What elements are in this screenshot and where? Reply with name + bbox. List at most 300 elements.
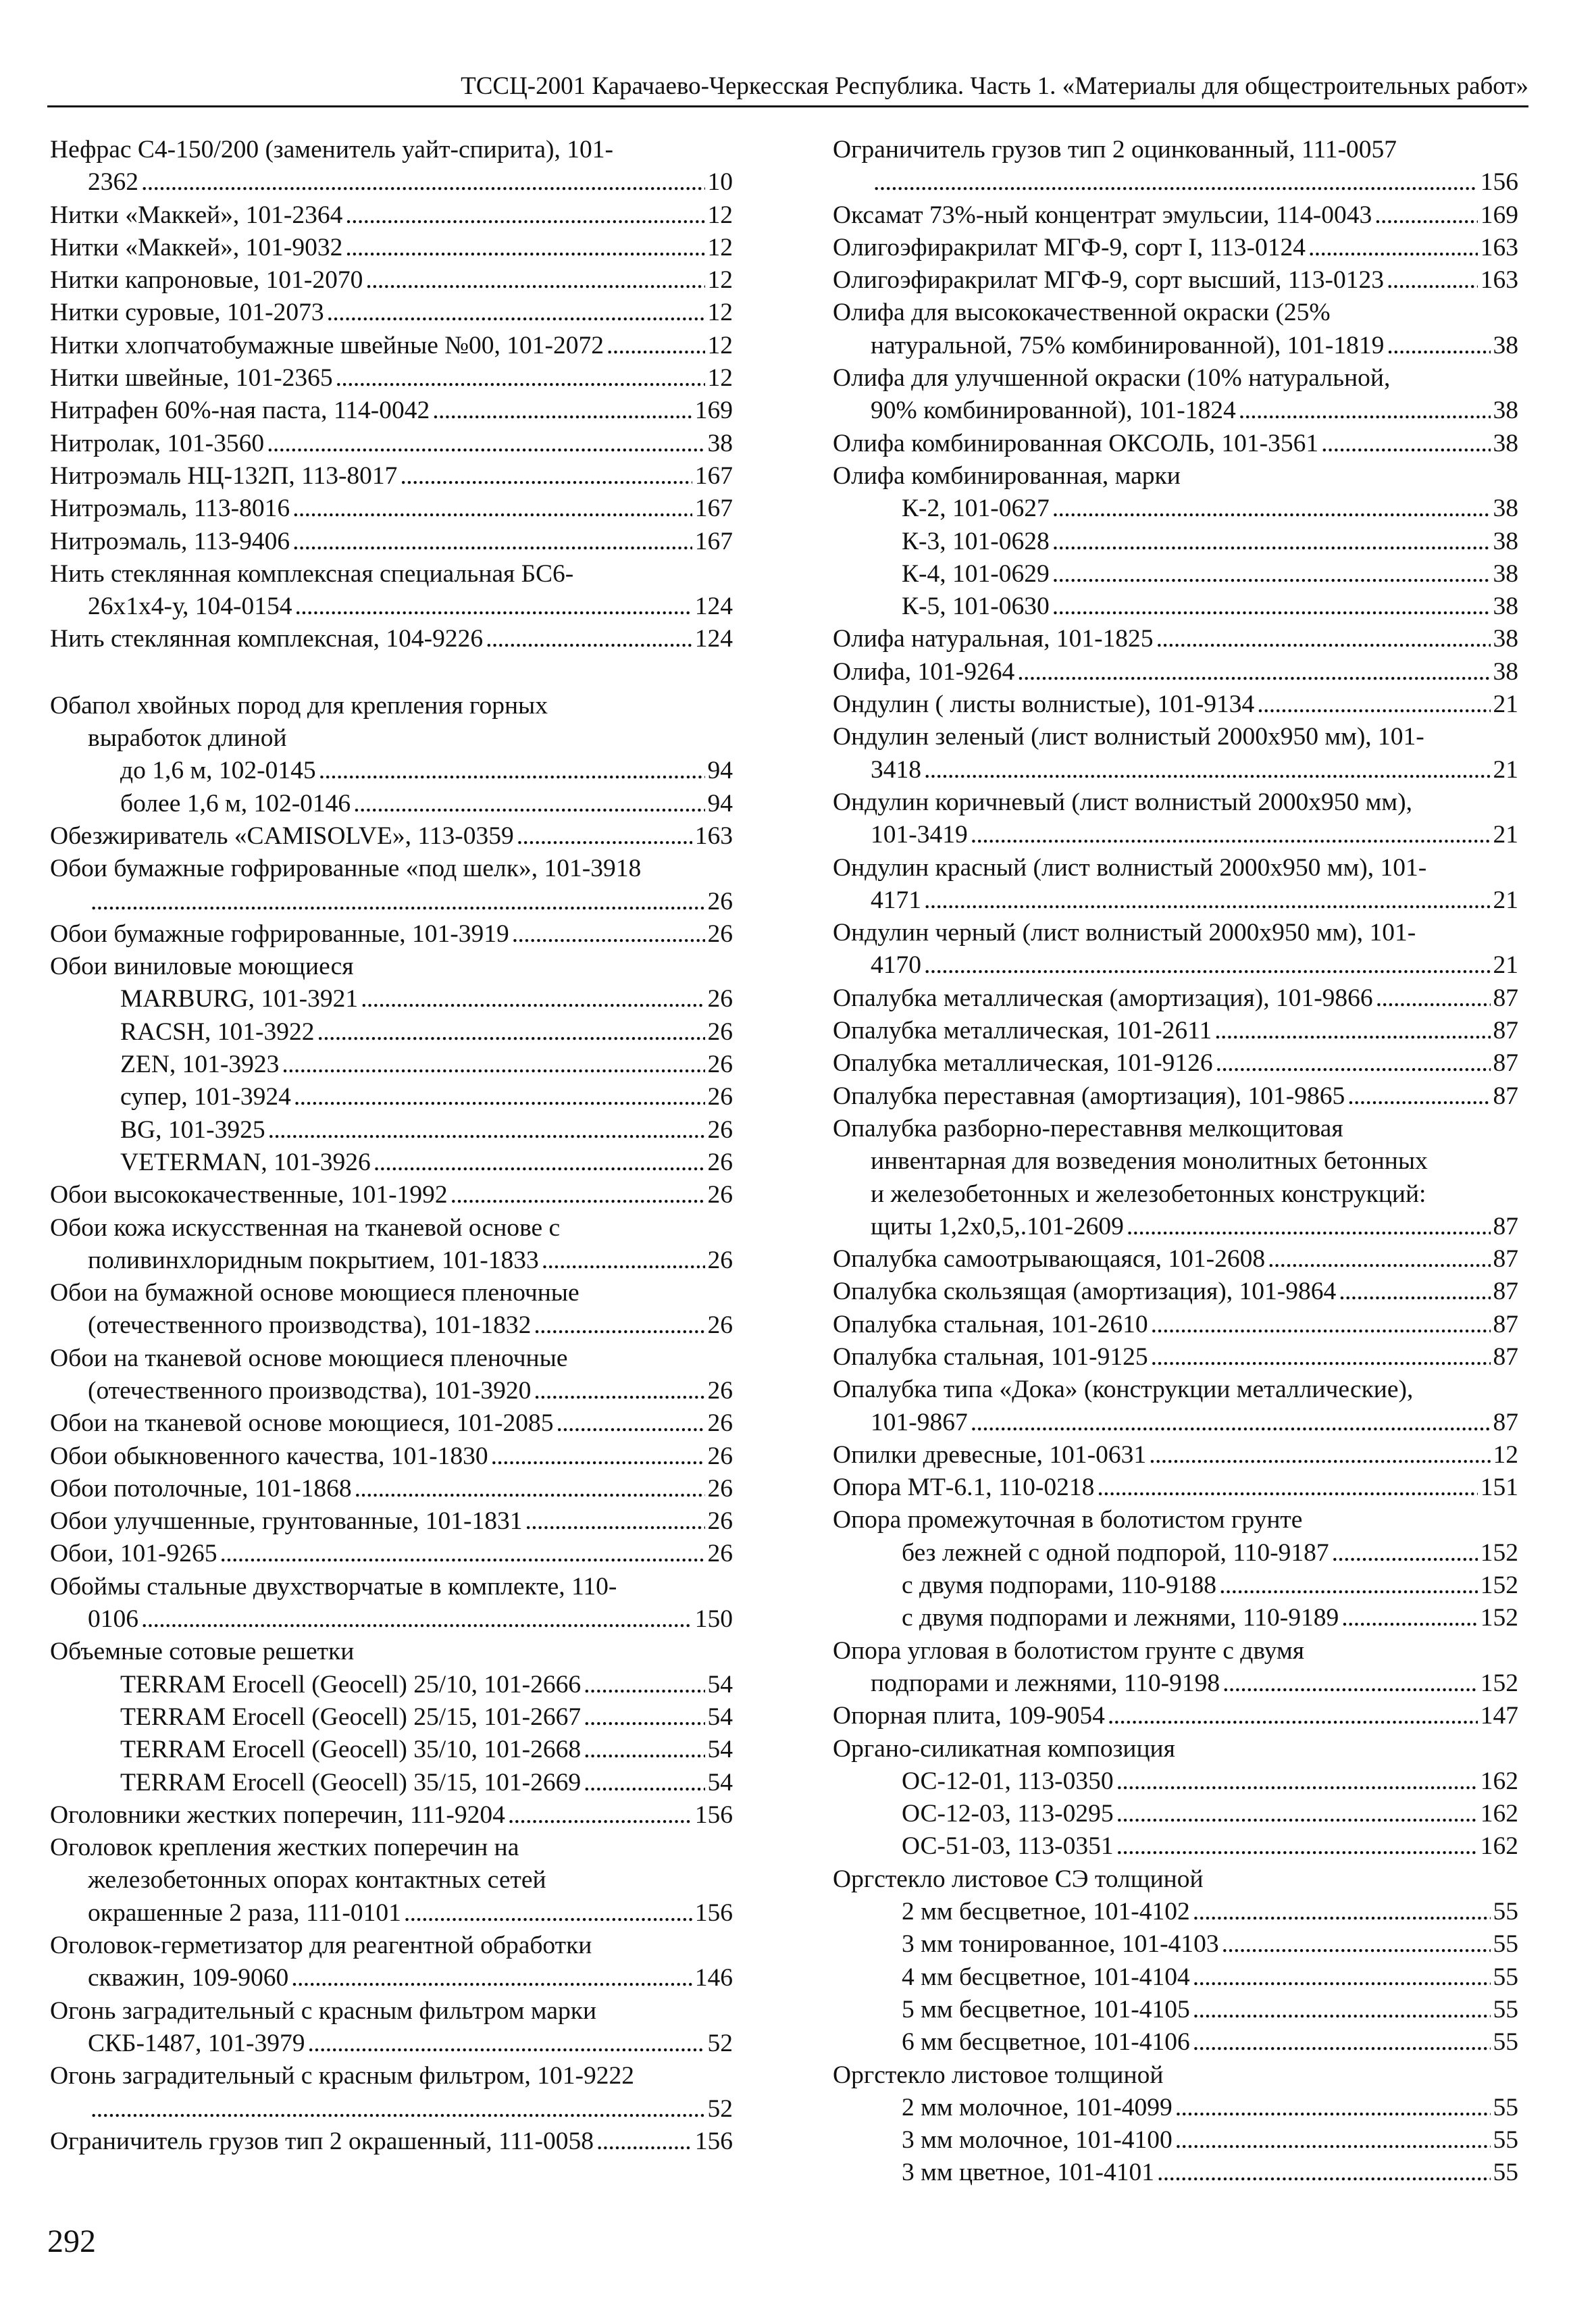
dot-leader: [319, 755, 705, 787]
dot-leader: [534, 1375, 704, 1407]
entry-line: [833, 232, 1518, 264]
index-entry: [833, 786, 1518, 852]
dot-leader: [1193, 1896, 1491, 1928]
index-entry: [50, 853, 733, 918]
index-entry: [833, 1439, 1518, 1472]
entry-text: Нить стеклянная комплексная специальная БС6-: [50, 559, 574, 588]
entry-line: [833, 1961, 1518, 1994]
index-entry: [50, 1799, 733, 1832]
dot-leader: [1175, 2092, 1491, 2124]
index-entry: [50, 1473, 733, 1505]
entry-page-number: 26: [707, 920, 733, 948]
dot-leader: [361, 983, 704, 1015]
entry-text: Обои обыкновенного качества, 101-1830: [50, 1442, 488, 1470]
index-heading: Объемные сотовые решетки: [50, 1638, 355, 1666]
entry-line: [50, 1147, 733, 1179]
index-entry: [833, 1341, 1518, 1374]
entry-page-number: 12: [707, 364, 733, 393]
entry-page-number: 26: [707, 1442, 733, 1470]
dot-leader: [268, 1114, 705, 1147]
entry-text: TERRAM Erocell (Geocell) 25/10, 101-2666: [120, 1670, 582, 1699]
entry-page-number: 26: [707, 1246, 733, 1274]
entry-line: [833, 1569, 1518, 1602]
dot-leader: [317, 1016, 705, 1049]
entry-page-number: 52: [707, 2029, 733, 2057]
index-entry: [833, 232, 1518, 264]
index-entry: [833, 623, 1518, 655]
dot-leader: [353, 788, 704, 820]
entry-page-number: 163: [694, 822, 733, 850]
entry-line: [833, 1472, 1518, 1504]
dot-leader: [365, 264, 704, 297]
dot-leader: [1376, 982, 1491, 1015]
entry-text: К-5, 101-0630: [902, 593, 1050, 621]
dot-leader: [291, 1962, 692, 1994]
entry-line: [833, 656, 1518, 688]
entry-page-number: 163: [1480, 233, 1518, 261]
entry-line: [50, 264, 733, 297]
entry-text: 0106: [88, 1605, 138, 1634]
entry-text: TERRAM Erocell (Geocell) 25/15, 101-2667: [120, 1703, 582, 1731]
entry-line: [833, 1994, 1518, 2026]
index-entry: [833, 1374, 1518, 1439]
entry-page-number: 163: [1480, 266, 1518, 295]
dot-leader: [1308, 232, 1478, 264]
entry-text: Обои бумажные гофрированные «под шелк», 101-3918: [50, 855, 642, 883]
entry-page-number: 38: [1493, 429, 1518, 457]
entry-line: [833, 1896, 1518, 1928]
dot-leader: [91, 2093, 705, 2126]
entry-line: [50, 918, 733, 951]
entry-page-number: 26: [707, 1051, 733, 1079]
dot-leader: [294, 1081, 705, 1113]
dot-leader: [91, 886, 705, 918]
entry-page-number: 152: [1480, 1571, 1518, 1600]
index-entry: [50, 1930, 733, 1995]
entry-text: К-3, 101-0628: [902, 527, 1050, 555]
entry-line: [50, 330, 733, 362]
dot-leader: [1239, 395, 1491, 427]
entry-page-number: 156: [694, 1801, 733, 1829]
entry-page-number: 55: [1493, 1898, 1518, 1926]
entry-page-number: 38: [1493, 593, 1518, 621]
entry-text: MARBURG, 101-3921: [120, 985, 359, 1013]
entry-text: ZEN, 101-3923: [120, 1051, 280, 1079]
entry-text: Обои на бумажной основе моющиеся пленочные: [50, 1279, 580, 1307]
entry-page-number: 151: [1480, 1474, 1518, 1502]
entry-page-number: 152: [1480, 1538, 1518, 1567]
index-entry: [50, 1767, 733, 1799]
entry-text: Нитроэмаль, 113-8016: [50, 495, 290, 523]
entry-line: [50, 1179, 733, 1211]
entry-page-number: 87: [1493, 1245, 1518, 1274]
entry-line: [833, 590, 1518, 623]
entry-line: [50, 2126, 733, 2158]
entry-text: Ондулин зеленый (лист волнистый 2000х950 мм), 101-: [833, 723, 1424, 751]
dot-leader: [1374, 199, 1478, 232]
entry-page-number: 94: [707, 789, 733, 818]
entry-line: [50, 1669, 733, 1701]
index-entry: [833, 721, 1518, 786]
index-entry: [833, 1537, 1518, 1569]
entry-text: Олифа, 101-9264: [833, 657, 1015, 686]
index-entry: [833, 1472, 1518, 1504]
entry-line: [833, 395, 1518, 427]
entry-text: Ограничитель грузов тип 2 окрашенный, 111-0058: [50, 2127, 594, 2155]
entry-line: [50, 623, 733, 655]
entry-text: Обои на тканевой основе моющиеся, 101-2085: [50, 1409, 554, 1438]
entry-text: Опилки древесные, 101-0631: [833, 1440, 1147, 1469]
entry-page-number: 38: [707, 429, 733, 457]
index-entry: [833, 493, 1518, 525]
dot-leader: [1116, 1798, 1478, 1830]
entry-text: Опора МТ-6.1, 110-0218: [833, 1474, 1095, 1502]
entry-page-number: 124: [694, 625, 733, 653]
running-header: ТССЦ-2001 Карачаево-Черкесская Республика. Часть 1. «Материалы для общестроительных работ»: [47, 70, 1528, 107]
entry-line: [833, 754, 1518, 786]
entry-line: [50, 1049, 733, 1081]
dot-leader: [1108, 1700, 1478, 1732]
dot-leader: [141, 1603, 692, 1636]
index-entry: [833, 917, 1518, 982]
entry-line: [833, 819, 1518, 851]
entry-text: Обоймы стальные двухстворчатые в комплекте, 110-: [50, 1572, 617, 1601]
entry-line: [50, 493, 733, 525]
dot-leader: [1321, 428, 1490, 460]
entry-text: Обои кожа искусственная на тканевой основе с: [50, 1213, 561, 1242]
dot-leader: [345, 199, 704, 232]
entry-text: 4 мм бесцветное, 101-4104: [902, 1963, 1190, 1991]
entry-line: [833, 1830, 1518, 1863]
entry-text: с двумя подпорами, 110-9188: [902, 1571, 1217, 1600]
index-entry: [833, 1602, 1518, 1634]
entry-line: [833, 558, 1518, 590]
index-entry: [50, 1081, 733, 1113]
dot-leader: [1149, 1439, 1490, 1472]
dot-leader: [1222, 1667, 1478, 1700]
entry-line: [50, 1440, 733, 1473]
entry-text: Ограничитель грузов тип 2 оцинкованный, 111-0057: [833, 136, 1397, 164]
entry-line: [833, 623, 1518, 655]
entry-page-number: 26: [707, 1311, 733, 1340]
entry-line: [50, 1734, 733, 1766]
entry-page-number: 54: [707, 1768, 733, 1796]
dot-leader: [141, 166, 705, 199]
entry-line: [50, 1538, 733, 1570]
entry-text: СКБ-1487, 101-3979: [88, 2029, 305, 2057]
entry-page-number: 169: [694, 397, 733, 425]
entry-text: Огонь заградительный с красным фильтром, 101-9222: [50, 2062, 635, 2090]
entry-text: поливинхлоридным покрытием, 101-1833: [88, 1246, 539, 1274]
entry-text: окрашенные 2 раза, 111-0101: [88, 1898, 401, 1927]
entry-page-number: 21: [1493, 886, 1518, 914]
entry-page-number: 38: [1493, 527, 1518, 555]
entry-line: [50, 1244, 733, 1277]
index-entry: [833, 1765, 1518, 1798]
index-heading: Олифа комбинированная, марки: [833, 461, 1181, 490]
entry-page-number: 55: [1493, 2159, 1518, 2187]
entry-page-number: 12: [707, 233, 733, 261]
dot-leader: [1332, 1537, 1478, 1569]
dot-leader: [292, 526, 692, 558]
index-entry: [833, 2124, 1518, 2157]
section-gap: [50, 656, 733, 690]
entry-text: Обезжириватель «CAMISOLVE», 113-0359: [50, 822, 514, 850]
entry-page-number: 12: [707, 299, 733, 327]
index-entry: [833, 1047, 1518, 1080]
entry-text: Ондулин красный (лист волнистый 2000х950 мм), 101-: [833, 853, 1427, 882]
entry-page-number: 54: [707, 1736, 733, 1764]
dot-leader: [971, 1407, 1491, 1439]
index-entry: [833, 297, 1518, 362]
dot-leader: [525, 1505, 704, 1538]
dot-leader: [292, 493, 692, 525]
index-entry: [50, 526, 733, 558]
entry-page-number: 146: [694, 1964, 733, 1992]
entry-line: [833, 2092, 1518, 2124]
index-entry: [833, 1276, 1518, 1308]
index-entry: [50, 1734, 733, 1766]
entry-text: Оголовок крепления жестких поперечин на: [50, 1834, 519, 1862]
entry-page-number: 152: [1480, 1669, 1518, 1697]
entry-page-number: 38: [1493, 331, 1518, 359]
entry-text: Опалубка типа «Дока» (конструкции металлические),: [833, 1376, 1414, 1404]
dot-leader: [432, 395, 692, 427]
dot-leader: [542, 1244, 705, 1277]
index-heading: Оргстекло листовое СЭ толщиной: [833, 1865, 1204, 1893]
index-entry: [833, 852, 1518, 917]
entry-line: [833, 1765, 1518, 1798]
entry-page-number: 26: [707, 1115, 733, 1144]
index-entry: [833, 1635, 1518, 1701]
entry-text: Опалубка стальная, 101-9125: [833, 1342, 1148, 1371]
entry-text: Опалубка переставная (амортизация), 101-9865: [833, 1082, 1345, 1110]
dot-leader: [1193, 2026, 1491, 2059]
entry-text: К-2, 101-0627: [902, 495, 1050, 523]
entry-page-number: 38: [1493, 559, 1518, 588]
entry-page-number: 147: [1480, 1702, 1518, 1730]
index-entry: [833, 1994, 1518, 2026]
index-entry: [833, 1798, 1518, 1830]
entry-text: Нитрафен 60%-ная паста, 114-0042: [50, 397, 430, 425]
entry-text: Нитки хлопчатобумажные швейные №00, 101-2072: [50, 331, 604, 359]
entry-text: Олифа комбинированная ОКСОЛЬ, 101-3561: [833, 429, 1319, 457]
entry-text: подпорами и лежнями, 110-9198: [871, 1669, 1220, 1697]
entry-text: ОС-51-03, 113-0351: [902, 1832, 1114, 1861]
entry-page-number: 167: [694, 461, 733, 490]
entry-text: 2 мм бесцветное, 101-4102: [902, 1898, 1190, 1926]
entry-text: Опалубка разборно-переставнвя мелкощитовая: [833, 1114, 1343, 1142]
index-entry: [833, 1243, 1518, 1276]
index-entry: [833, 2092, 1518, 2124]
dot-leader: [971, 819, 1491, 851]
entry-text: Опорная плита, 109-9054: [833, 1702, 1105, 1730]
index-entry: [833, 1309, 1518, 1341]
entry-page-number: 162: [1480, 1832, 1518, 1861]
dot-leader: [374, 1147, 705, 1179]
dot-leader: [1156, 623, 1491, 655]
dot-leader: [282, 1049, 704, 1081]
entry-page-number: 38: [1493, 657, 1518, 686]
dot-leader: [1222, 1928, 1491, 1961]
index-heading: Органо-силикатная композиция: [833, 1734, 1175, 1763]
entry-text: Оксамат 73%-ный концентрат эмульсии, 114-0043: [833, 201, 1372, 229]
entry-line: [50, 1505, 733, 1538]
entry-text: Опалубка скользящая (амортизация), 101-9864: [833, 1278, 1337, 1306]
entry-line: [833, 1211, 1518, 1243]
entry-line: [833, 1602, 1518, 1634]
entry-page-number: 26: [707, 1181, 733, 1209]
index-entry: [833, 1896, 1518, 1928]
dot-leader: [607, 330, 704, 362]
index-entry: [50, 460, 733, 493]
entry-text: Опора угловая в болотистом грунте с двумя: [833, 1636, 1304, 1665]
entry-text: 2 мм молочное, 101-4099: [902, 2093, 1173, 2121]
dot-leader: [486, 623, 692, 655]
entry-page-number: 124: [694, 593, 733, 621]
entry-line: [833, 688, 1518, 721]
entry-page-number: 54: [707, 1703, 733, 1731]
dot-leader: [355, 1473, 705, 1505]
index-entry: [833, 2157, 1518, 2189]
entry-text: Нить стеклянная комплексная, 104-9226: [50, 625, 484, 653]
entry-text: без лежней с одной подпорой, 110-9187: [902, 1538, 1329, 1567]
entry-line: [50, 232, 733, 264]
entry-line: [50, 820, 733, 853]
entry-text: 6 мм бесцветное, 101-4106: [902, 2028, 1190, 2057]
entry-page-number: 55: [1493, 2126, 1518, 2155]
index-heading: Оргстекло листовое толщиной: [833, 2061, 1164, 2089]
entry-line: [50, 166, 733, 199]
entry-text: Нефрас С4-150/200 (заменитель уайт-спирита), 101-: [50, 136, 614, 164]
entry-line: [833, 949, 1518, 982]
entry-text: Нитроэмаль, 113-9406: [50, 527, 290, 555]
entry-text: Опалубка металлическая, 101-9126: [833, 1049, 1213, 1078]
entry-page-number: 38: [1493, 397, 1518, 425]
entry-page-number: 55: [1493, 1963, 1518, 1991]
entry-page-number: 87: [1493, 1408, 1518, 1436]
index-entry: [50, 1832, 733, 1930]
dot-leader: [596, 2126, 692, 2158]
dot-leader: [1052, 493, 1491, 525]
entry-page-number: 55: [1493, 2028, 1518, 2057]
entry-page-number: 21: [1493, 690, 1518, 719]
index-entry: [833, 1015, 1518, 1047]
entry-text: Олигоэфиракрилат МГФ-9, сорт высший, 113-0123: [833, 266, 1385, 295]
entry-page-number: 94: [707, 757, 733, 785]
entry-text: Обои бумажные гофрированные, 101-3919: [50, 920, 509, 948]
entry-text: К-4, 101-0629: [902, 559, 1050, 588]
entry-line: [833, 1667, 1518, 1700]
entry-text: (отечественного производства), 101-3920: [88, 1376, 532, 1405]
entry-text: Нитроэмаль НЦ-132П, 113-8017: [50, 461, 398, 490]
dot-leader: [534, 1309, 704, 1342]
index-entry: [50, 1147, 733, 1179]
index-entry: [50, 1049, 733, 1081]
entry-page-number: 26: [707, 1148, 733, 1176]
entry-page-number: 38: [1493, 625, 1518, 653]
entry-line: [833, 2157, 1518, 2189]
index-entry: [833, 526, 1518, 558]
entry-text: Олифа для улучшенной окраски (10% натуральной,: [833, 364, 1391, 393]
dot-leader: [1216, 1047, 1491, 1080]
entry-text: (отечественного производства), 101-1832: [88, 1311, 532, 1340]
index-entry: [833, 1700, 1518, 1732]
dot-leader: [308, 2028, 705, 2060]
index-column-right: [833, 134, 1518, 2190]
entry-line: [833, 428, 1518, 460]
entry-page-number: 55: [1493, 1995, 1518, 2023]
index-heading: Обои виниловые моющиеся: [50, 953, 354, 981]
entry-text: Олигоэфиракрилат МГФ-9, сорт I, 113-0124: [833, 233, 1306, 261]
entry-text: 26х1х4-у, 104-0154: [88, 593, 292, 621]
entry-page-number: 152: [1480, 1604, 1518, 1632]
dot-leader: [924, 949, 1491, 982]
entry-text: ОС-12-03, 113-0295: [902, 1800, 1114, 1828]
entry-text: Нитки «Маккей», 101-2364: [50, 201, 343, 229]
entry-page-number: 26: [707, 985, 733, 1013]
entry-line: [833, 493, 1518, 525]
entry-line: [833, 264, 1518, 297]
index-entry: [50, 1701, 733, 1734]
entry-text: 4171: [871, 886, 921, 914]
entry-line: [50, 297, 733, 329]
dot-leader: [404, 1897, 692, 1930]
entry-text: с двумя подпорами и лежнями, 110-9189: [902, 1604, 1339, 1632]
entry-page-number: 26: [707, 887, 733, 915]
entry-text: Опалубка металлическая, 101-2611: [833, 1017, 1212, 1045]
entry-line: [50, 1473, 733, 1505]
index-entry: [833, 982, 1518, 1015]
index-entry: [50, 1277, 733, 1342]
dot-leader: [508, 1799, 692, 1832]
index-entry: [50, 428, 733, 460]
entry-line: [833, 1341, 1518, 1374]
entry-text: TERRAM Erocell (Geocell) 35/15, 101-2669: [120, 1768, 582, 1796]
entry-line: [833, 1928, 1518, 1961]
index-entry: [50, 362, 733, 395]
index-entry: [50, 1407, 733, 1440]
entry-line: [833, 1080, 1518, 1113]
dot-leader: [584, 1701, 704, 1734]
entry-line: [833, 1439, 1518, 1472]
index-entry: [50, 755, 733, 787]
entry-line: [50, 983, 733, 1015]
entry-text: Обои улучшенные, грунтованные, 101-1831: [50, 1507, 523, 1536]
entry-page-number: 21: [1493, 951, 1518, 980]
entry-text: более 1,6 м, 102-0146: [120, 789, 351, 818]
dot-leader: [584, 1669, 704, 1701]
dot-leader: [924, 884, 1491, 917]
entry-text: 101-3419: [871, 821, 968, 849]
entry-page-number: 87: [1493, 1017, 1518, 1045]
entry-text: Обои потолочные, 101-1868: [50, 1474, 352, 1503]
dot-leader: [345, 232, 704, 264]
entry-text: TERRAM Erocell (Geocell) 35/10, 101-2668: [120, 1736, 582, 1764]
dot-leader: [491, 1440, 705, 1473]
entry-text: Ондулин черный (лист волнистый 2000х950 мм), 101-: [833, 919, 1416, 947]
entry-page-number: 12: [707, 201, 733, 229]
entry-line: [50, 460, 733, 493]
entry-text-continued: инвентарная для возведения монолитных бетонных: [871, 1147, 1428, 1176]
index-entry: [50, 623, 733, 655]
index-entry: [50, 395, 733, 427]
dot-leader: [557, 1407, 705, 1440]
entry-line: [50, 1407, 733, 1440]
dot-leader: [1339, 1276, 1490, 1308]
dot-leader: [1347, 1080, 1490, 1113]
index-entry: [50, 199, 733, 232]
